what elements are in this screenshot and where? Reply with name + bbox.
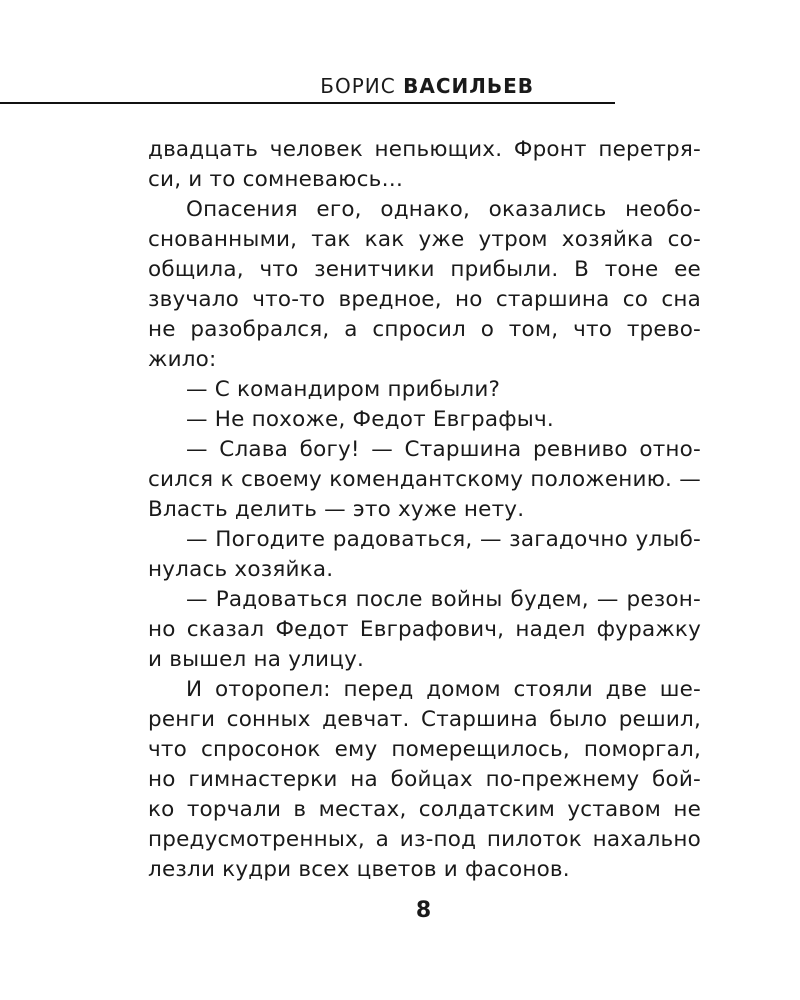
running-header (0, 70, 800, 110)
text-line: не разобрался, а спросил о том, что трево- (148, 317, 701, 342)
author-name (320, 74, 534, 98)
page-body-text (148, 135, 701, 885)
page-number: 8 (415, 898, 432, 923)
text-line: Власть делить — это хуже нету. (148, 497, 525, 522)
text-line: И оторопел: перед домом стояли две ше- (186, 677, 701, 702)
text-line: — С командиром прибыли? (186, 377, 501, 402)
text-line: ко торчали в местах, солдатским уставом не (148, 797, 701, 822)
text-line: общила, что зенитчики прибыли. В тоне ее (148, 257, 701, 282)
text-line: ренги сонных девчат. Старшина было решил, (148, 707, 701, 732)
text-line: — Слава богу! — Старшина ревниво отно- (186, 437, 701, 462)
text-line: — Погодите радоваться, — загадочно улыб- (186, 527, 701, 552)
header-rule (0, 102, 615, 104)
text-line: сился к своему комендантскому положению. — (148, 467, 701, 492)
text-line: — Не похоже, Федот Евграфыч. (186, 407, 554, 432)
text-line: Опасения его, однако, оказались необо- (186, 197, 701, 222)
text-line: двадцать человек непьющих. Фронт перетря- (148, 137, 701, 162)
text-line: жило: (148, 347, 217, 372)
text-line: но сказал Федот Евграфович, надел фуражку (148, 617, 701, 642)
text-line: предусмотренных, а из-под пилоток нахально (148, 827, 701, 852)
text-line: си, и то сомневаюсь… (148, 167, 404, 192)
text-line: что спросонок ему померещилось, поморгал, (148, 737, 701, 762)
author-last-name: ВАСИЛЬЕВ (403, 74, 534, 98)
author-first-name: БОРИС (320, 74, 396, 98)
text-line: лезли кудри всех цветов и фасонов. (148, 857, 570, 882)
text-line: нулась хозяйка. (148, 557, 334, 582)
text-line: снованными, так как уже утром хозяйка со- (148, 227, 701, 252)
text-line: но гимнастерки на бойцах по-прежнему бой- (148, 767, 701, 792)
text-line: звучало что-то вредное, но старшина со сна (148, 287, 701, 312)
text-line: и вышел на улицу. (148, 647, 365, 672)
text-line: — Радоваться после войны будем, — резон- (186, 587, 701, 612)
